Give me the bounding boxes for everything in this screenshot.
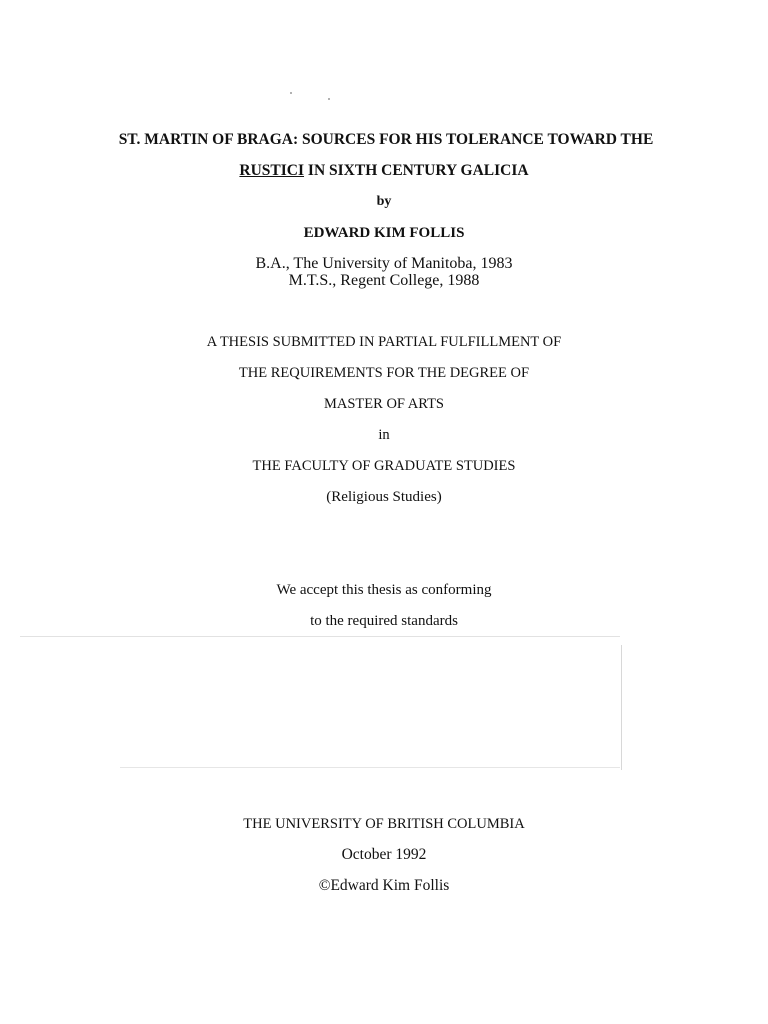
degree-ba: B.A., The University of Manitoba, 1983: [255, 255, 513, 272]
scan-speck: [328, 98, 330, 100]
scan-edge-mark: [621, 645, 622, 770]
degree-name: MASTER OF ARTS: [324, 396, 444, 412]
acceptance-line-1: We accept this thesis as conforming: [276, 582, 492, 598]
rustici-term: RUSTICI: [239, 162, 305, 179]
copyright-notice: ©Edward Kim Follis: [318, 877, 450, 894]
faculty-name: THE FACULTY OF GRADUATE STUDIES: [252, 458, 516, 474]
thesis-title-line-2-rest: IN SIXTH CENTURY GALICIA: [304, 162, 529, 179]
in-label: in: [378, 427, 390, 443]
thesis-date: October 1992: [341, 846, 427, 863]
scan-speck: [290, 92, 292, 94]
university-name: THE UNIVERSITY OF BRITISH COLUMBIA: [243, 816, 525, 832]
acceptance-line-2: to the required standards: [310, 613, 458, 629]
thesis-title-line-2: [0, 162, 768, 180]
signature-line-bottom: [120, 767, 620, 768]
submission-line-2: THE REQUIREMENTS FOR THE DEGREE OF: [238, 365, 530, 381]
author-name: EDWARD KIM FOLLIS: [303, 225, 465, 241]
degree-mts: M.T.S., Regent College, 1988: [288, 272, 480, 289]
department-name: (Religious Studies): [326, 489, 442, 505]
by-label: by: [376, 194, 392, 209]
signature-line-top: [20, 636, 620, 637]
submission-line-1: A THESIS SUBMITTED IN PARTIAL FULFILLMENT OF: [206, 334, 562, 350]
thesis-title-line-1: ST. MARTIN OF BRAGA: SOURCES FOR HIS TOLERANCE TOWARD THE: [118, 131, 654, 148]
